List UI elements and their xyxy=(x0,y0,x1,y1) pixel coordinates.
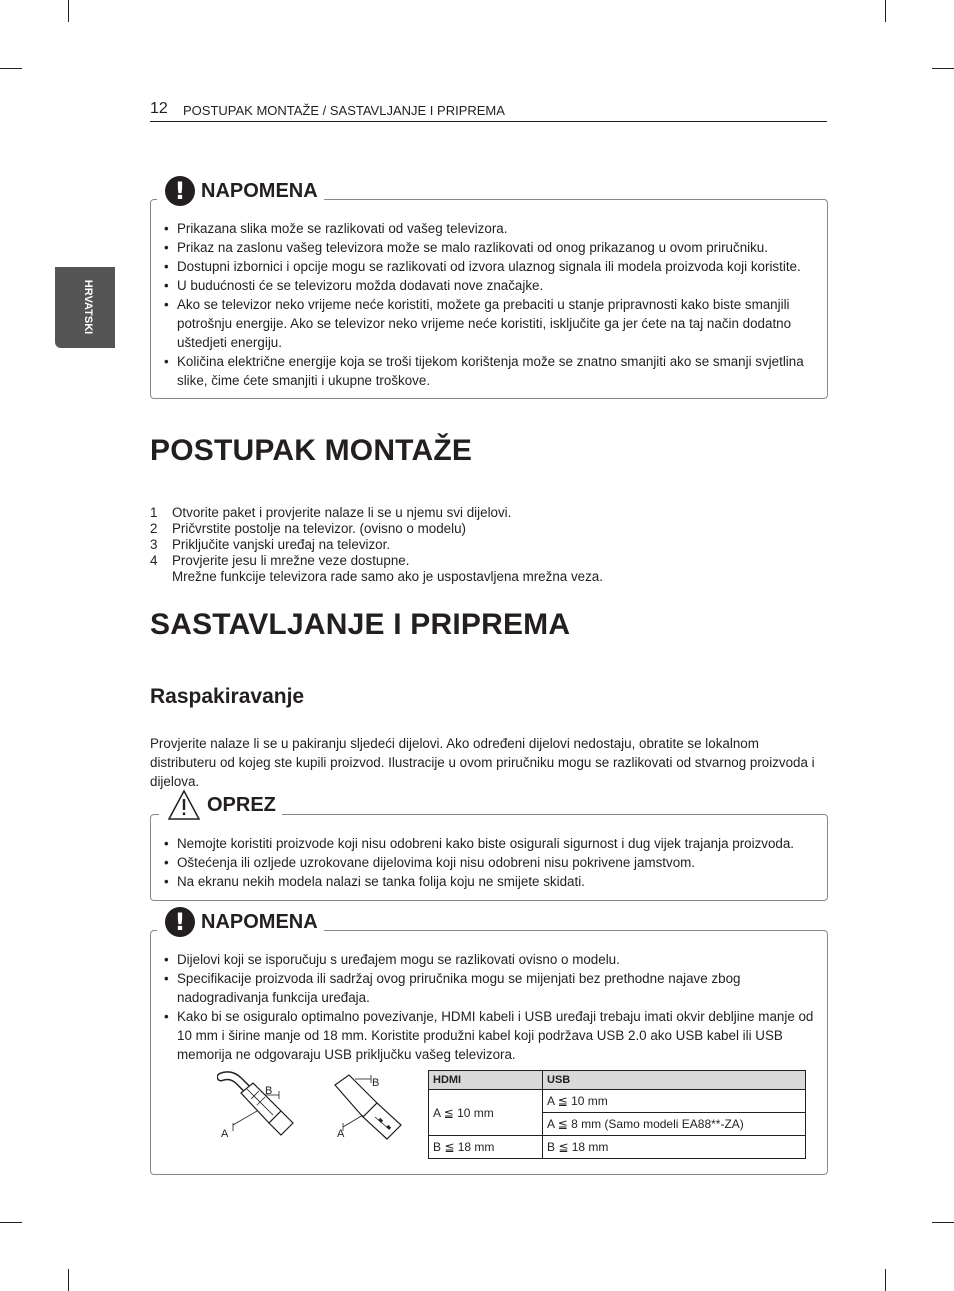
step-continuation: Mrežne funkcije televizora rade samo ako je uspostavljena mrežna veza. xyxy=(172,569,603,584)
note-list xyxy=(164,219,819,390)
step-text: Otvorite paket i provjerite nalaze li se u njemu svi dijelovi. xyxy=(172,505,512,520)
note-box xyxy=(150,177,828,399)
dimension-table xyxy=(428,1070,806,1159)
list-item: • Nemojte koristiti proizvode koji nisu odobreni kako biste osigurali sigurnost i dug vijek trajanja proizvoda. xyxy=(164,834,819,853)
step-number: 4 xyxy=(150,553,158,568)
body-paragraph: Provjerite nalaze li se u pakiranju sljedeći dijelovi. Ako određeni dijelovi nedostaju, obratite se lokalnom distributeru od kojeg ste kupili proizvod. Ilustracije u ovom priručniku mogu se razlikovati od stvarnog proizvoda i dijelova. xyxy=(150,736,815,789)
list-item xyxy=(150,553,603,569)
list-item: • Prikazana slika može se razlikovati od vašeg televizora. xyxy=(164,219,819,238)
dimension-label-b: B xyxy=(372,1077,380,1089)
section-title: POSTUPAK MONTAŽE xyxy=(150,434,473,467)
caution-box xyxy=(150,793,828,901)
table-header-usb: USB xyxy=(543,1071,806,1090)
table-row xyxy=(429,1071,806,1090)
language-tab xyxy=(55,267,115,348)
caution-header xyxy=(159,789,282,821)
crop-mark xyxy=(885,0,886,22)
crop-mark xyxy=(68,0,69,22)
crop-mark xyxy=(885,1269,886,1291)
table-cell: A ≦ 8 mm (Samo modeli EA88**-ZA) xyxy=(543,1113,806,1136)
list-item: • Na ekranu nekih modela nalazi se tanka folija koju ne smijete skidati. xyxy=(164,872,819,891)
list-item: • Ako se televizor neko vrijeme neće koristiti, možete ga prebaciti u stanje pripravnosti kako biste smanjili potrošnju energije. Ako se televizor neko vrijeme neće koristiti, isključite ga jer ćete na taj način dodatno uštedjeti energiju. xyxy=(164,295,819,352)
crop-mark xyxy=(932,1222,954,1223)
table-cell: B ≦ 18 mm xyxy=(429,1136,543,1159)
step-list xyxy=(150,505,603,585)
crop-mark xyxy=(0,1222,22,1223)
table-header-hdmi: HDMI xyxy=(429,1071,543,1090)
note-title: NAPOMENA xyxy=(201,179,318,202)
hdmi-connector-illustration xyxy=(217,1071,307,1145)
note-header xyxy=(157,907,324,937)
step-number: 3 xyxy=(150,537,158,552)
list-item xyxy=(150,505,603,521)
caution-title: OPREZ xyxy=(207,793,276,816)
subsection-title: Raspakiravanje xyxy=(150,685,305,708)
table-cell: A ≦ 10 mm xyxy=(429,1090,543,1136)
list-item: • Kako bi se osiguralo optimalno povezivanje, HDMI kabeli i USB uređaji trebaju imati okvir debljine manje od 10 mm i širine manje od 18 mm. Koristite produžni kabel koji podržava USB 2.0 ako USB kabel ili USB memorija ne odgovaraju USB priključku vašeg televizora. xyxy=(164,1007,819,1064)
list-item: • Dostupni izbornici i opcije mogu se razlikovati od izvora ulaznog signala ili modela proizvoda koji koristite. xyxy=(164,257,819,276)
list-item: • Prikaz na zaslonu vašeg televizora može se malo razlikovati od onog prikazanog u ovom priručniku. xyxy=(164,238,819,257)
warning-icon xyxy=(167,789,201,821)
page-number: 12 xyxy=(150,100,168,117)
step-text: Provjerite jesu li mrežne veze dostupne. xyxy=(172,553,410,568)
step-number: 2 xyxy=(150,521,158,536)
exclamation-icon: ! xyxy=(165,907,195,937)
list-item xyxy=(150,537,603,553)
note-header xyxy=(157,176,324,206)
dimension-label-a: A xyxy=(221,1128,229,1140)
list-item: • Dijelovi koji se isporučuju s uređajem mogu se razlikovati ovisno o modelu. xyxy=(164,950,819,969)
crop-mark xyxy=(68,1269,69,1291)
language-tab-label: HRVATSKI xyxy=(82,279,94,335)
table-row xyxy=(429,1136,806,1159)
note-list xyxy=(164,950,819,1064)
list-item: • Oštećenja ili ozljede uzrokovane dijelovima koji nisu odobreni nisu pokrivene jamstvom. xyxy=(164,853,819,872)
page-header xyxy=(150,100,827,122)
step-text: Priključite vanjski uređaj na televizor. xyxy=(172,537,391,552)
section-title: SASTAVLJANJE I PRIPREMA xyxy=(150,608,571,641)
list-item xyxy=(150,521,603,537)
list-item: • Specifikacije proizvoda ili sadržaj ovog priručnika mogu se mijenjati bez prethodne najave zbog nadogradivanja funkcija uređaja. xyxy=(164,969,819,1007)
running-title: POSTUPAK MONTAŽE / SASTAVLJANJE I PRIPREMA xyxy=(183,103,505,118)
list-item: • Količina električne energije koja se troši tijekom korištenja može se znatno smanjiti ako se smanji svjetlina slike, čime ćete smanjiti i ukupne troškove. xyxy=(164,352,819,390)
caution-list xyxy=(164,834,819,891)
exclamation-icon: ! xyxy=(165,176,195,206)
dimension-label-b: B xyxy=(265,1085,273,1097)
step-number: 1 xyxy=(150,505,158,520)
table-cell: A ≦ 10 mm xyxy=(543,1090,806,1113)
crop-mark xyxy=(932,68,954,69)
table-cell: B ≦ 18 mm xyxy=(543,1136,806,1159)
note-title: NAPOMENA xyxy=(201,910,318,933)
crop-mark xyxy=(0,68,22,69)
table-row xyxy=(429,1090,806,1113)
dimension-label-a: A xyxy=(337,1128,345,1140)
step-text: Pričvrstite postolje na televizor. (ovisno o modelu) xyxy=(172,521,466,536)
note-box xyxy=(150,908,828,1175)
list-item: • U budućnosti će se televizoru možda dodavati nove značajke. xyxy=(164,276,819,295)
